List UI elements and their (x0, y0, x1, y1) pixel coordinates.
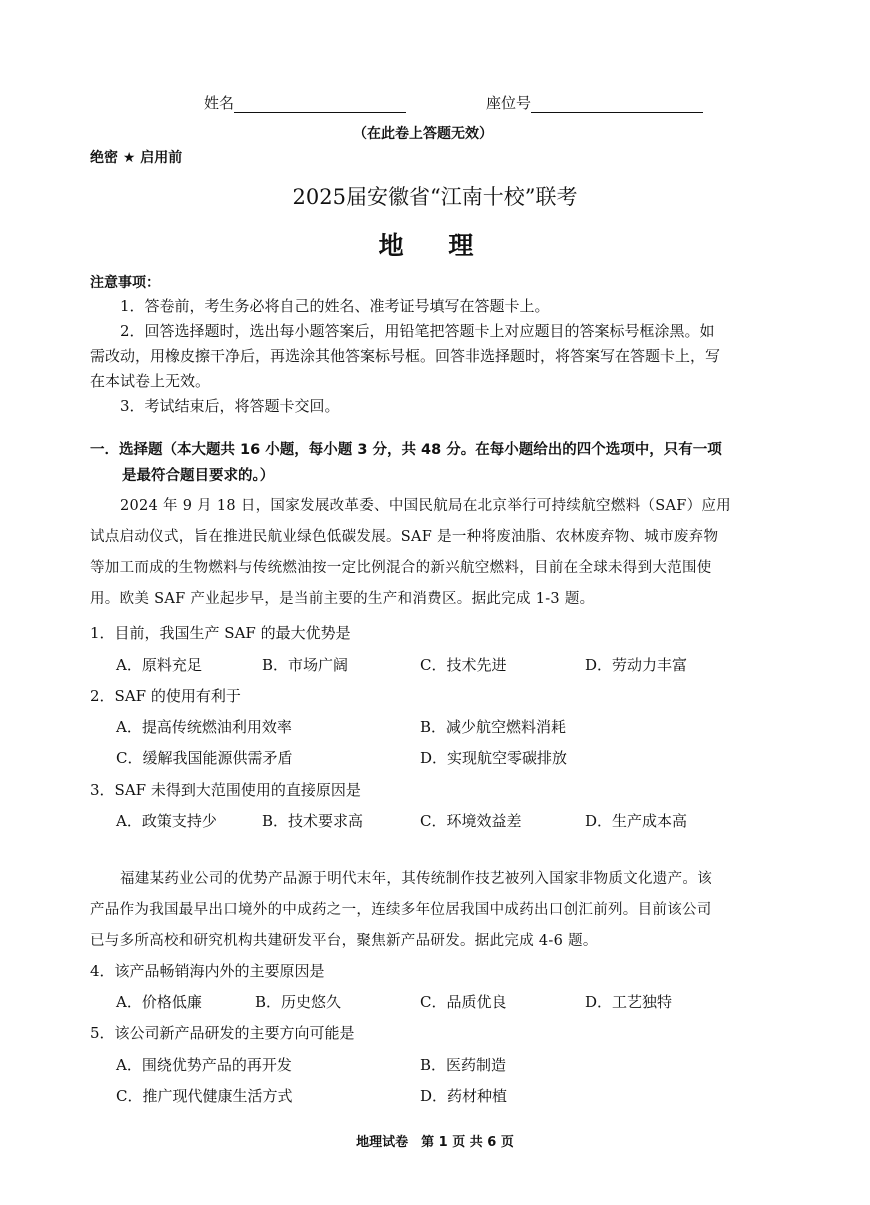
note-2-line3: 在本试卷上无效。 (90, 372, 211, 390)
confidential-mark: 绝密 ★ 启用前 (90, 150, 183, 166)
question-2-option-b: B．减少航空燃料消耗 (420, 718, 567, 736)
question-4-option-d: D．工艺独特 (585, 993, 673, 1011)
passage2-line2: 产品作为我国最早出口境外的中成药之一，连续多年位居我国中成药出口创汇前列。目前该公司 (90, 902, 712, 918)
passage1-line4: 用。欧美 SAF 产业起步早，是当前主要的生产和消费区。据此完成 1-3 题。 (90, 591, 595, 607)
note-1: 1．答卷前，考生务必将自己的姓名、准考证号填写在答题卡上。 (120, 297, 550, 315)
name-field (204, 92, 406, 113)
question-1-option-d: D．劳动力丰富 (585, 656, 688, 674)
passage1-line2: 试点启动仪式，旨在推进民航业绿色低碳发展。SAF 是一种将废油脂、农林废弃物、城市废弃物 (90, 529, 719, 545)
page-footer: 地理试卷 第 1 页 共 6 页 (356, 1135, 514, 1150)
question-5-option-d: D．药材种植 (420, 1087, 508, 1105)
question-1-option-a: A．原料充足 (116, 656, 202, 674)
question-3-stem: 3．SAF 未得到大范围使用的直接原因是 (90, 781, 361, 799)
question-3-option-a: A．政策支持少 (116, 812, 217, 830)
passage1-line3: 等加工而成的生物燃料与传统燃油按一定比例混合的新兴航空燃料，目前在全球未得到大范围使 (90, 560, 712, 576)
seat-field (486, 92, 703, 113)
section-heading-line2: 是最符合题目要求的。） (122, 468, 275, 484)
subject-title: 地 理 (378, 231, 492, 260)
question-5-option-a: A．围绕优势产品的再开发 (116, 1056, 292, 1074)
question-3-option-b: B．技术要求高 (262, 812, 364, 830)
passage2-line1: 福建某药业公司的优势产品源于明代末年，其传统制作技艺被列入国家非物质文化遗产。该 (120, 871, 712, 887)
name-label: 姓名 (204, 94, 235, 112)
question-5-stem: 5．该公司新产品研发的主要方向可能是 (90, 1024, 355, 1042)
question-4-stem: 4．该产品畅销海内外的主要原因是 (90, 962, 325, 980)
name-blank (234, 94, 406, 113)
question-5-option-c: C．推广现代健康生活方式 (116, 1087, 293, 1105)
question-3-option-c: C．环境效益差 (420, 812, 522, 830)
notes-heading: 注意事项： (90, 275, 160, 291)
question-4-option-a: A．价格低廉 (116, 993, 202, 1011)
seat-label: 座位号 (486, 94, 532, 112)
question-4-option-c: C．品质优良 (420, 993, 507, 1011)
section-heading-line1: 一．选择题（本大题共 16 小题，每小题 3 分，共 48 分。在每小题给出的四个选项中，只有一项 (90, 442, 722, 458)
seat-blank (531, 94, 703, 113)
question-1-option-c: C．技术先进 (420, 656, 507, 674)
note-3: 3．考试结束后，将答题卡交回。 (120, 397, 340, 415)
question-1-stem: 1．目前，我国生产 SAF 的最大优势是 (90, 624, 351, 642)
question-5-option-b: B．医药制造 (420, 1056, 507, 1074)
invalid-note: （在此卷上答题无效） (353, 126, 493, 142)
passage2-line3: 已与多所高校和研究机构共建研发平台，聚焦新产品研发。据此完成 4-6 题。 (90, 933, 598, 949)
exam-title: 2025届安徽省“江南十校”联考 (292, 185, 578, 209)
question-4-option-b: B．历史悠久 (255, 993, 342, 1011)
question-1-option-b: B．市场广阔 (262, 656, 349, 674)
note-2-line2: 需改动，用橡皮擦干净后，再选涂其他答案标号框。回答非选择题时，将答案写在答题卡上，写 (90, 347, 721, 365)
question-2-option-c: C．缓解我国能源供需矛盾 (116, 749, 293, 767)
question-2-option-a: A．提高传统燃油利用效率 (116, 718, 292, 736)
question-2-stem: 2．SAF 的使用有利于 (90, 687, 241, 705)
question-2-option-d: D．实现航空零碳排放 (420, 749, 568, 767)
note-2-line1: 2．回答选择题时，选出每小题答案后，用铅笔把答题卡上对应题目的答案标号框涂黑。如 (120, 322, 715, 340)
passage1-line1: 2024 年 9 月 18 日，国家发展改革委、中国民航局在北京举行可持续航空燃料（SAF）应用 (120, 498, 731, 514)
question-3-option-d: D．生产成本高 (585, 812, 688, 830)
